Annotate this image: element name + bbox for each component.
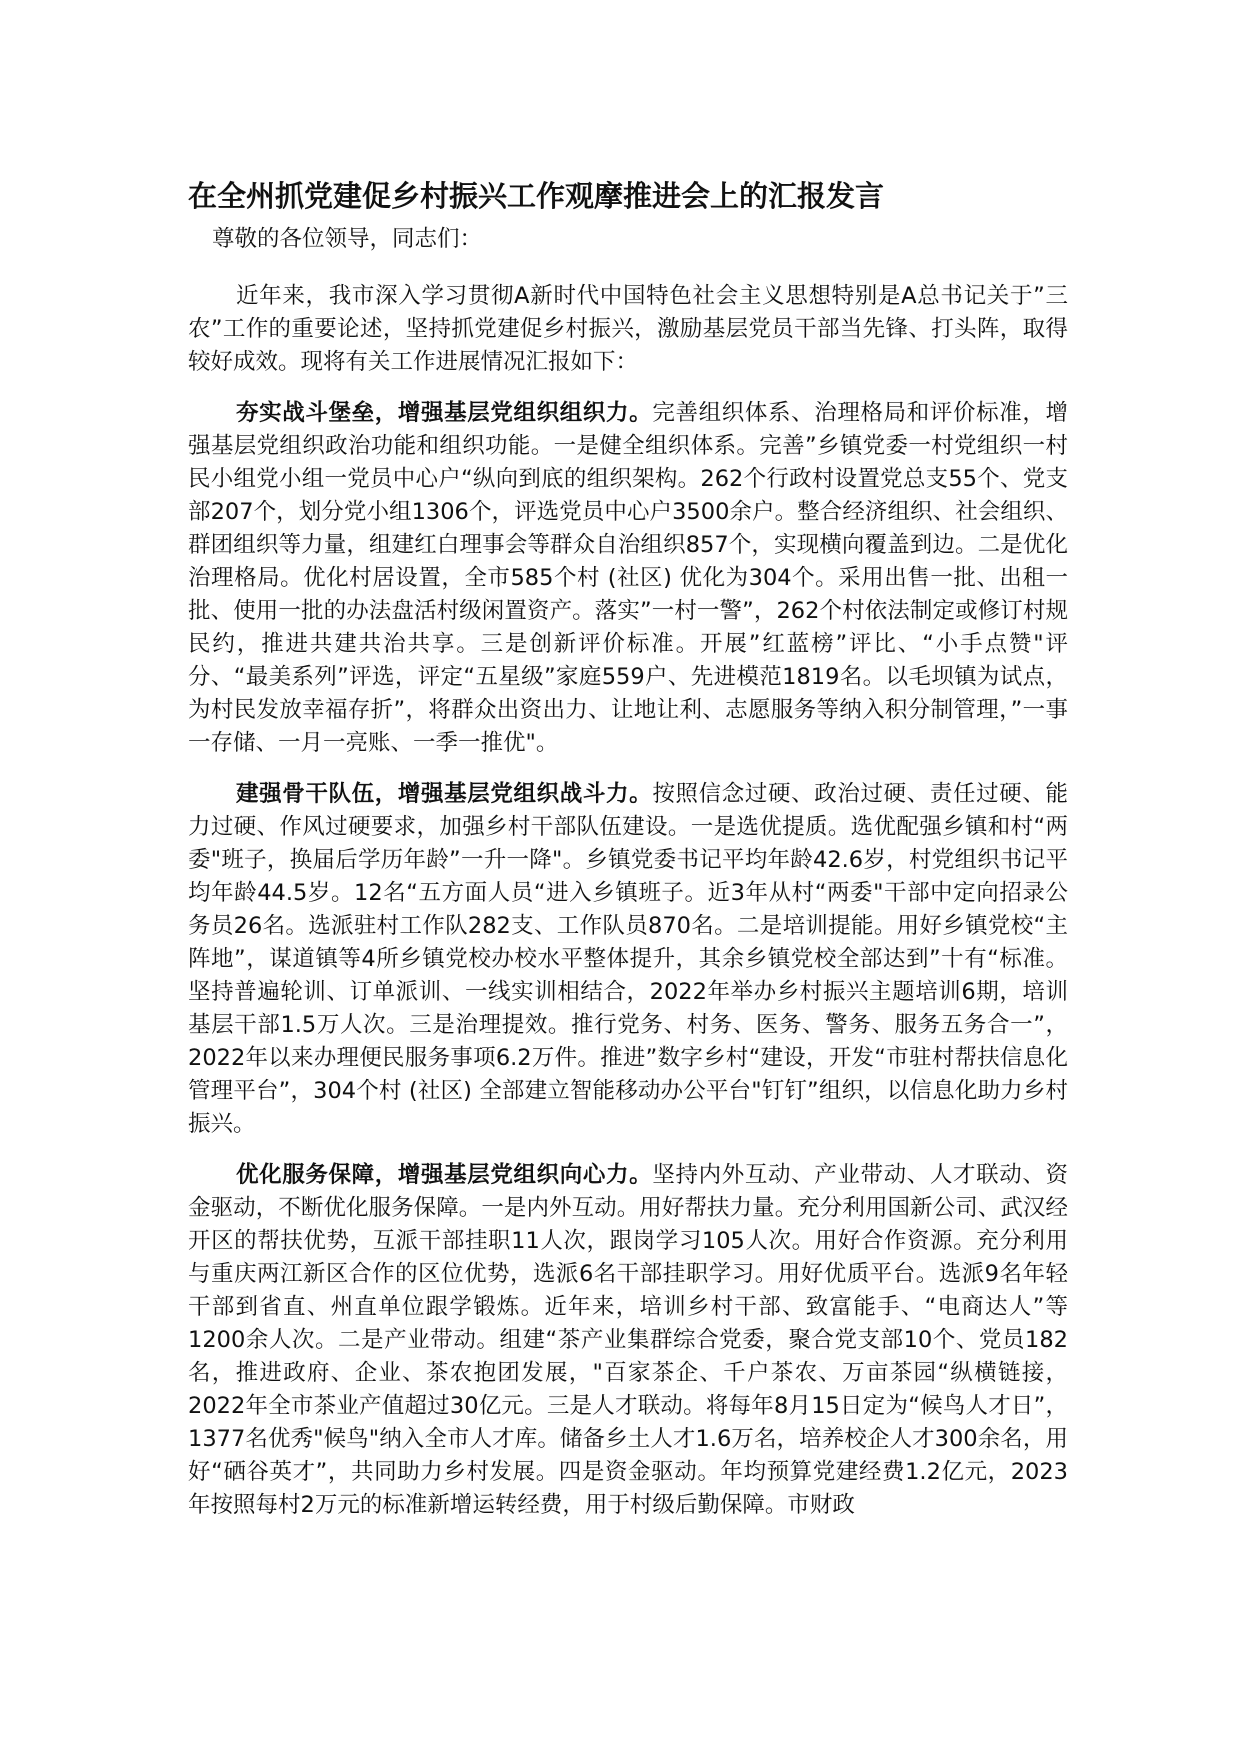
section-paragraph-2 (188, 778, 1068, 1141)
document-page (188, 176, 1068, 1540)
section-paragraph-3 (188, 1159, 1068, 1522)
section-heading-2: 建强骨干队伍，增强基层党组织战斗力。 (236, 781, 653, 807)
section-heading-1: 夯实战斗堡垒，增强基层党组织组织力。 (236, 400, 653, 426)
salutation: 尊敬的各位领导，同志们： (212, 226, 483, 252)
section-paragraph-1 (188, 397, 1068, 760)
intro-paragraph: 近年来，我市深入学习贯彻A新时代中国特色社会主义思想特别是A总书记关于”三农”工作的重要论述，坚持抓党建促乡村振兴，激励基层党员干部当先锋、打头阵，取得较好成效。现将有关工作进展情况汇报如下： (188, 283, 1068, 375)
section-body-1: 完善组织体系、治理格局和评价标准，增强基层党组织政治功能和组织功能。一是健全组织体系。完善”乡镇党委一村党组织一村民小组党小组一党员中心户“纵向到底的组织架构。262个行政村设置党总支55个、党支部207个，划分党小组1306个，评选党员中心户3500余户。整合经济组织、社会组织、群团组织等力量，组建红白理事会等群众自治组织857个，实现横向覆盖到边。二是优化治理格局。优化村居设置，全市585个村 (社区) 优化为304个。采用出售一批、出租一批、使用一批的办法盘活村级闲置资产。落实”一村一警”，262个村依法制定或修订村规民约，推进共建共治共享。三是创新评价标准。开展”红蓝榜”评比、“小手点赞"评分、“最美系列”评选，评定“五星级”家庭559户、先进模范1819名。以毛坝镇为试点，为村民发放幸福存折”，将群众出资出力、让地让利、志愿服务等纳入积分制管理，”一事一存储、一月一亮账、一季一推优"。 (188, 400, 1068, 756)
section-heading-3: 优化服务保障，增强基层党组织向心力。 (236, 1162, 653, 1188)
section-body-2: 按照信念过硬、政治过硬、责任过硬、能力过硬、作风过硬要求，加强乡村干部队伍建设。一是选优提质。选优配强乡镇和村“两委"班子，换届后学历年龄”一升一降"。乡镇党委书记平均年龄42.6岁，村党组织书记平均年龄44.5岁。12名“五方面人员“进入乡镇班子。近3年从村“两委"干部中定向招录公务员26名。选派驻村工作队282支、工作队员870名。二是培训提能。用好乡镇党校“主阵地”，谋道镇等4所乡镇党校办校水平整体提升，其余乡镇党校全部达到”十有“标准。坚持普遍轮训、订单派训、一线实训相结合，2022年举办乡村振兴主题培训6期，培训基层干部1.5万人次。三是治理提效。推行党务、村务、医务、警务、服务五务合一”，2022年以来办理便民服务事项6.2万件。推进”数字乡村“建设，开发“市驻村帮扶信息化管理平台”，304个村 (社区) 全部建立智能移动办公平台"钉钉”组织，以信息化助力乡村振兴。 (188, 781, 1068, 1137)
section-body-3: 坚持内外互动、产业带动、人才联动、资金驱动，不断优化服务保障。一是内外互动。用好帮扶力量。充分利用国新公司、武汉经开区的帮扶优势，互派干部挂职11人次，跟岗学习105人次。用好合作资源。充分利用与重庆两江新区合作的区位优势，选派6名干部挂职学习。用好优质平台。选派9名年轻干部到省直、州直单位跟学锻炼。近年来，培训乡村干部、致富能手、“电商达人”等1200余人次。二是产业带动。组建“茶产业集群综合党委，聚合党支部10个、党员182名，推进政府、企业、茶农抱团发展，"百家茶企、千户茶农、万亩茶园“纵横链接，2022年全市茶业产值超过30亿元。三是人才联动。将每年8月15日定为“候鸟人才日”，1377名优秀"候鸟"纳入全市人才库。储备乡土人才1.6万名，培养校企人才300余名，用好“硒谷英才”，共同助力乡村发展。四是资金驱动。年均预算党建经费1.2亿元，2023年按照每村2万元的标准新增运转经费，用于村级后勤保障。市财政 (188, 1162, 1068, 1518)
document-title: 在全州抓党建促乡村振兴工作观摩推进会上的汇报发言 (188, 179, 885, 213)
